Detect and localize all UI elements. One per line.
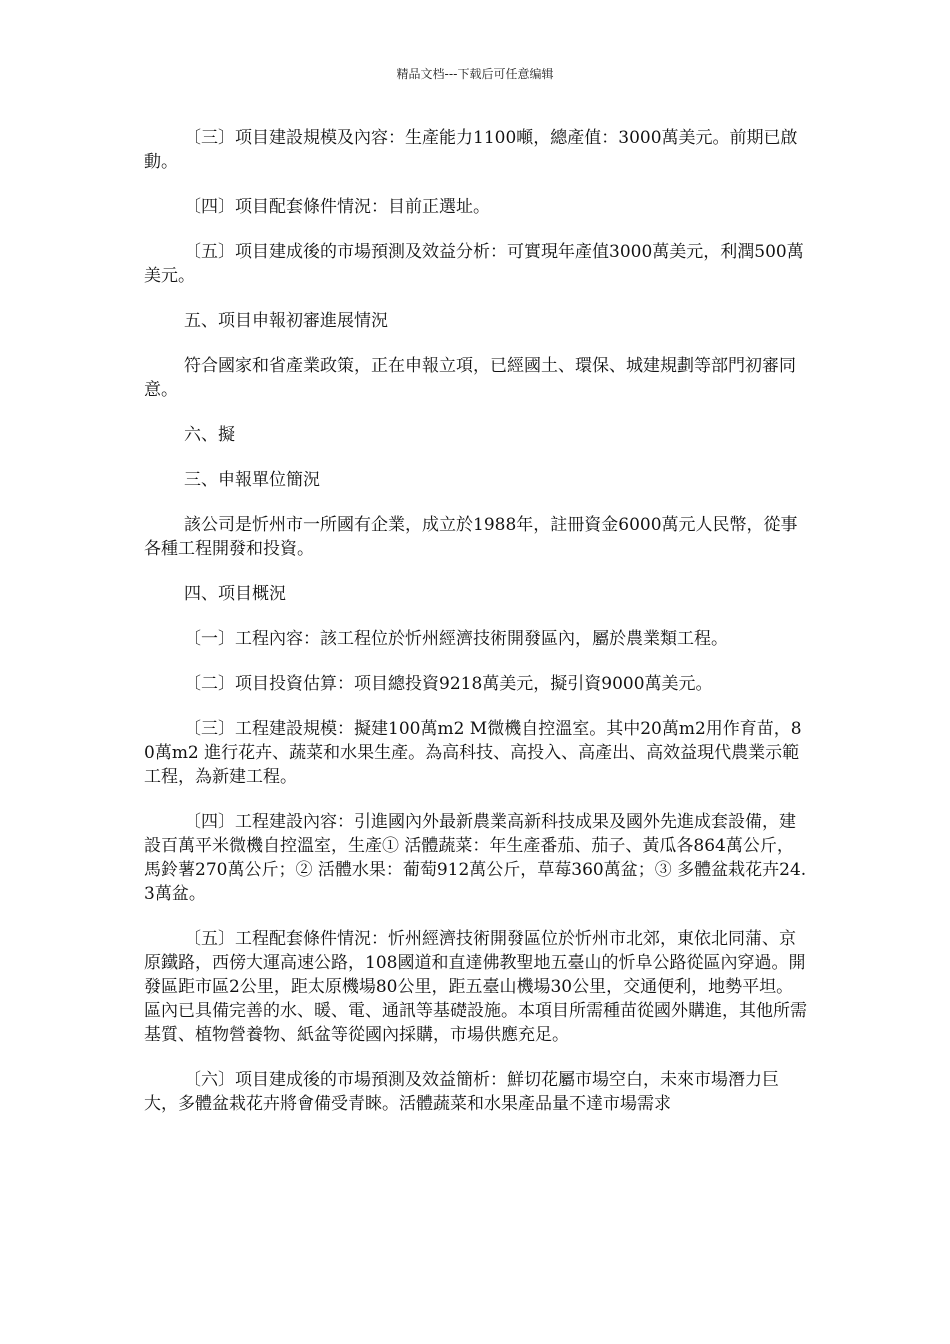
section-heading: 四、项目概況 [184,584,286,604]
section-heading: 五、项目申報初審進展情況 [184,311,388,331]
paragraph: 〔二〕项目投資估算：项目總投資9218萬美元，擬引資9000萬美元。 [184,674,713,694]
page-header: 精品文档---下载后可任意编辑 [396,67,554,81]
paragraph: 〔五〕项目建成後的市場預測及效益分析：可實現年產值3000萬美元，利潤500萬美元。 [144,242,804,286]
paragraph: 〔一〕工程內容：該工程位於忻州經濟技術開發區內，屬於農業類工程。 [184,629,728,649]
section-heading: 三、申報單位簡況 [184,470,320,490]
paragraph: 〔三〕项目建設規模及內容：生產能力1100噸，總產值：3000萬美元。前期已啟動。 [144,128,798,172]
paragraph: 〔六〕项目建成後的市場預測及效益簡析：鮮切花屬市場空白，未來市場潛力巨大，多體盆栽花卉將會備受青睞。活體蔬菜和水果產品量不達市場需求 [144,1070,779,1114]
paragraph: 該公司是忻州市一所國有企業，成立於1988年，註冊資金6000萬元人民幣，從事各種工程開發和投資。 [144,515,798,559]
paragraph: 符合國家和省產業政策，正在申報立項，已經國土、環保、城建規劃等部門初審同意。 [144,356,796,400]
section-heading: 六、擬 [184,425,235,445]
paragraph: 〔三〕工程建設規模：擬建100萬m2 M微機自控溫室。其中20萬m2用作育苗，80萬m2 進行花卉、蔬菜和水果生產。為高科技、高投入、高產出、高效益現代農業示範工程，為新建工程。 [144,719,802,787]
paragraph: 〔四〕项目配套條件情況：目前正選址。 [184,197,490,217]
paragraph: 〔四〕工程建設內容：引進國內外最新農業高新科技成果及國外先進成套設備，建設百萬平米微機自控溫室，生產① 活體蔬菜：年生產番茄、茄子、黃瓜各864萬公斤，馬鈴薯270萬公斤；② 活體水果：葡萄912萬公斤，草莓360萬盆；③ 多體盆栽花卉24.3萬盆。 [144,812,807,904]
paragraph: 〔五〕工程配套條件情況：忻州經濟技術開發區位於忻州市北郊，東依北同蒲、京原鐵路，西傍大運高速公路，108國道和直達佛教聖地五臺山的忻阜公路從區內穿過。開發區距市區2公里，距太原機場80公里，距五臺山機場30公里，交通便利，地勢平坦。區內已具備完善的水、暖、電、通訊等基礎設施。本項目所需種苗從國外購進，其他所需基質、植物營養物、紙盆等從國內採購，市場供應充足。 [144,929,807,1045]
document-body [144,126,808,1137]
